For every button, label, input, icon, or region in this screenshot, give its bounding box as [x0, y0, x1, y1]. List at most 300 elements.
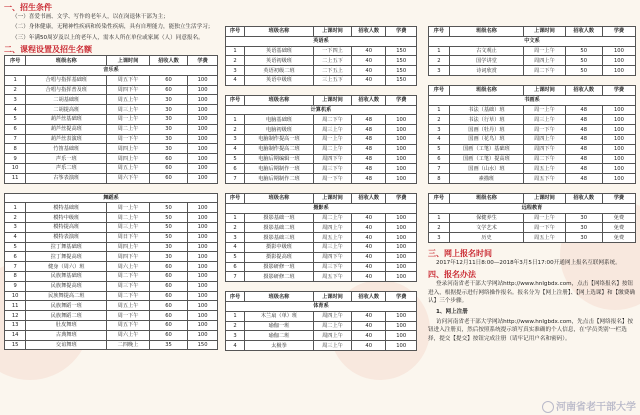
cell-time: 周四上午: [313, 223, 351, 233]
cell-index: 8: [5, 271, 26, 281]
cell-enroll: 40: [352, 262, 386, 272]
table-row: [226, 46, 417, 56]
cell-enroll: 50: [149, 213, 187, 223]
cell-index: 3: [226, 134, 245, 144]
column-left: [4, 0, 218, 350]
cell-class: 保健养生: [449, 213, 524, 223]
table-row: [5, 105, 218, 115]
cell-fee: 100: [188, 163, 218, 173]
cell-enroll: 40: [352, 311, 386, 321]
header-fee: 学费: [386, 27, 417, 37]
cell-time: 周六上午: [107, 330, 150, 340]
table-row: [226, 341, 417, 351]
register-paragraph: 访问河南省老干部大学网站http://www.hnlgbdx.com，先点击【网络报名】按钮进入注册页，然后按照系统提示填写真实准确的个人信息，在'学员类别'一栏选择，提交【提交】按钮完成注册（请牢记用户名和密码）。: [428, 318, 634, 342]
cell-class: 电脑后期制作一班: [245, 164, 314, 174]
category-row: [5, 66, 218, 76]
header-fee: 学费: [602, 193, 635, 203]
cell-time: 周四下午: [313, 154, 351, 164]
header-class: 班级名称: [245, 95, 314, 105]
cell-time: 周四上午: [107, 154, 150, 164]
section-title-admission: 一、招生条件: [4, 3, 52, 12]
header-class: 班级名称: [449, 193, 524, 203]
cell-time: 周四下午: [107, 85, 150, 95]
cell-class: 摄影基础三班: [245, 233, 314, 243]
cell-class: 竹笛基础班: [26, 144, 107, 154]
cell-fee: 150: [386, 66, 417, 76]
cell-enroll: 30: [565, 233, 602, 243]
cell-fee: 免费: [602, 233, 635, 243]
table-row: [5, 144, 218, 154]
cell-time: 周五下午: [107, 320, 150, 330]
cell-time: 周一下午: [524, 125, 565, 135]
cell-enroll: 48: [565, 105, 602, 115]
english-table: [225, 26, 417, 86]
cell-time: 二四晚上: [107, 340, 150, 350]
cell-class: 模特提高班: [26, 222, 107, 232]
cell-class: 电脑后期编辑一班: [245, 154, 314, 164]
cell-fee: 100: [188, 311, 218, 321]
cell-enroll: 60: [149, 291, 187, 301]
cell-fee: 100: [188, 154, 218, 164]
cell-fee: 100: [602, 56, 635, 66]
health-table: [428, 193, 636, 243]
method-paragraph: 登录河南省老干部大学网站http://www.hnlgbdx.com，点击【网络报名】按钮进入，根据提示进行网络操作报名。报名分为【网上注册】、【网上选课】和【缴费确认】三个步骤。: [428, 281, 635, 305]
cell-fee: 100: [386, 144, 417, 154]
cell-class: 葫芦丝表演班: [26, 134, 107, 144]
cell-time: 周二上午: [313, 321, 351, 331]
header-class: 班级名称: [26, 56, 107, 66]
cell-time: 周四下午: [107, 252, 150, 262]
cell-class: 古文观止: [449, 46, 524, 56]
cell-index: 4: [5, 105, 26, 115]
table-row: [226, 115, 417, 125]
category-art: 书画系: [429, 95, 636, 105]
cell-time: 周五上午: [107, 163, 150, 173]
cell-time: 周四上午: [107, 144, 150, 154]
cell-class: 太极拳: [245, 341, 314, 351]
table-row: [226, 213, 417, 223]
category-english: 英语系: [226, 36, 417, 46]
cell-enroll: 48: [565, 115, 602, 125]
cell-index: 4: [429, 134, 450, 144]
cell-fee: 100: [386, 115, 417, 125]
cell-index: 5: [226, 154, 245, 164]
table-row: [226, 164, 417, 174]
cell-index: 2: [429, 115, 450, 125]
table-header-row: [226, 27, 417, 37]
cell-time: 周三下午: [107, 281, 150, 291]
table-row: [5, 203, 218, 213]
school-logo: [542, 398, 636, 413]
table-header-row: [5, 56, 218, 66]
cell-enroll: 30: [565, 213, 602, 223]
cell-enroll: 40: [352, 272, 386, 282]
cell-fee: 100: [188, 173, 218, 183]
table-row: [5, 291, 218, 301]
cell-class: 电脑后期制作二班: [245, 174, 314, 184]
cell-index: 9: [5, 281, 26, 291]
cell-time: 三上五下: [313, 75, 351, 85]
cell-class: 健身（周六）班: [26, 262, 107, 272]
cell-enroll: 50: [149, 222, 187, 232]
cell-class: 古典舞班: [26, 330, 107, 340]
cell-enroll: 48: [565, 134, 602, 144]
cell-enroll: 30: [149, 134, 187, 144]
cell-class: 诗词欣赏: [449, 66, 524, 76]
table-row: [226, 252, 417, 262]
cell-fee: 100: [188, 95, 218, 105]
table-row: [226, 272, 417, 282]
cell-fee: 100: [188, 105, 218, 115]
cell-time: 周二上午: [107, 213, 150, 223]
cell-index: 10: [5, 163, 26, 173]
table-row: [5, 301, 218, 311]
header-index: 序号: [429, 27, 450, 37]
cell-class: 电脑初级班: [245, 125, 314, 135]
cell-enroll: 60: [149, 75, 187, 85]
cell-index: 2: [226, 125, 245, 135]
cell-enroll: 48: [352, 164, 386, 174]
cell-time: 周一上午: [107, 203, 150, 213]
cell-class: 英语基础班: [245, 46, 314, 56]
cell-index: 4: [226, 341, 245, 351]
sport-table: [225, 291, 417, 351]
logo-icon: [542, 401, 554, 413]
cell-enroll: 60: [149, 301, 187, 311]
cell-time: 周六下午: [107, 173, 150, 183]
cell-index: 3: [226, 233, 245, 243]
cell-fee: 100: [602, 115, 635, 125]
cell-class: 民族舞提高二班: [26, 291, 107, 301]
cell-time: 周二上午: [313, 213, 351, 223]
music-table: [4, 55, 218, 183]
cell-time: 周一下午: [524, 223, 565, 233]
cell-enroll: 30: [149, 124, 187, 134]
cell-index: 5: [226, 252, 245, 262]
cell-time: 周三下午: [313, 262, 351, 272]
cell-fee: 100: [602, 105, 635, 115]
header-time: 上课时间: [313, 292, 351, 302]
cell-time: 周五下午: [524, 174, 565, 184]
cell-class: 国画（花鸟）班: [449, 134, 524, 144]
table-row: [5, 262, 218, 272]
table-row: [5, 134, 218, 144]
cell-time: 周三上午: [313, 341, 351, 351]
table-row: [5, 281, 218, 291]
cell-class: 电脑制作提高一班: [245, 134, 314, 144]
cell-class: 书法（行草）班: [449, 115, 524, 125]
cell-enroll: 40: [352, 233, 386, 243]
table-row: [5, 85, 218, 95]
header-index: 序号: [429, 85, 450, 95]
cell-time: 周五上午: [313, 233, 351, 243]
cell-fee: 100: [188, 262, 218, 272]
cell-fee: 100: [386, 174, 417, 184]
table-row: [226, 262, 417, 272]
cell-index: 1: [226, 213, 245, 223]
table-row: [429, 105, 636, 115]
header-class: 班级名称: [245, 292, 314, 302]
cell-time: 周五上午: [107, 301, 150, 311]
cell-time: 周一下午: [107, 311, 150, 321]
header-enroll: 招收人数: [352, 95, 386, 105]
cell-enroll: 48: [352, 125, 386, 135]
table-row: [5, 222, 218, 232]
table-row: [429, 223, 636, 233]
cell-class: 国画（山水）班: [449, 164, 524, 174]
table-row: [5, 242, 218, 252]
cell-index: 2: [226, 223, 245, 233]
cell-class: 摄影中级班: [245, 242, 314, 252]
cell-index: 9: [5, 154, 26, 164]
cell-class: 文学艺术: [449, 223, 524, 233]
cell-index: 8: [429, 174, 450, 184]
cell-time: 周三下午: [313, 164, 351, 174]
table-header-row: [226, 193, 417, 203]
cell-enroll: 48: [565, 174, 602, 184]
cell-class: 拉丁舞提高班: [26, 252, 107, 262]
cell-time: 周三上午: [107, 222, 150, 232]
cell-fee: 150: [386, 75, 417, 85]
cell-class: 民族舞蹈一班: [26, 301, 107, 311]
cell-index: 6: [226, 262, 245, 272]
cell-class: 摄影提高班: [245, 252, 314, 262]
cell-fee: 100: [386, 134, 417, 144]
cell-class: 民族舞蹈二班: [26, 311, 107, 321]
cell-class: 葫芦丝提高班: [26, 124, 107, 134]
cell-time: 二下五上: [313, 66, 351, 76]
cell-time: 二上五下: [313, 56, 351, 66]
header-time: 上课时间: [313, 193, 351, 203]
table-row: [5, 124, 218, 134]
cell-index: 6: [5, 124, 26, 134]
cell-enroll: 30: [149, 105, 187, 115]
cell-time: 周三上午: [313, 242, 351, 252]
cell-index: 1: [429, 105, 450, 115]
cell-index: 1: [429, 213, 450, 223]
cell-enroll: 48: [352, 174, 386, 184]
cell-class: 英语初级班: [245, 56, 314, 66]
cell-enroll: 60: [149, 173, 187, 183]
table-row: [429, 144, 636, 154]
cell-fee: 100: [188, 330, 218, 340]
cell-time: 周二下午: [313, 115, 351, 125]
cell-enroll: 60: [149, 281, 187, 291]
category-health: 远程教育: [429, 203, 636, 213]
category-row: [226, 105, 417, 115]
table-row: [429, 233, 636, 243]
table-row: [429, 134, 636, 144]
cell-enroll: 50: [565, 56, 602, 66]
cell-class: 二胡提高班: [26, 105, 107, 115]
cell-fee: 100: [188, 144, 218, 154]
cell-fee: 100: [602, 46, 635, 56]
table-row: [5, 271, 218, 281]
cell-index: 3: [226, 331, 245, 341]
cell-fee: 100: [386, 272, 417, 282]
header-index: 序号: [5, 56, 26, 66]
cell-time: 周三上午: [107, 105, 150, 115]
cell-index: 3: [5, 222, 26, 232]
table-row: [226, 56, 417, 66]
cell-time: 周四上午: [313, 311, 351, 321]
header-enroll: 招收人数: [352, 27, 386, 37]
header-index: 序号: [429, 193, 450, 203]
table-header-row: [226, 95, 417, 105]
cell-time: 周五下午: [313, 272, 351, 282]
cell-index: 1: [226, 46, 245, 56]
header-fee: 学费: [386, 95, 417, 105]
header-fee: 学费: [602, 27, 635, 37]
cell-class: 木兰扇（单）班: [245, 311, 314, 321]
category-row: [5, 193, 218, 203]
header-enroll: 招收人数: [565, 193, 602, 203]
table-row: [226, 321, 417, 331]
cell-time: 周四上午: [524, 56, 565, 66]
cell-index: 2: [5, 213, 26, 223]
category-row: [429, 95, 636, 105]
table-row: [226, 134, 417, 144]
cell-fee: 100: [602, 164, 635, 174]
header-enroll: 招收人数: [565, 27, 602, 37]
cell-fee: 100: [386, 242, 417, 252]
cell-enroll: 40: [352, 56, 386, 66]
cell-class: 民族舞基础班: [26, 271, 107, 281]
section-title-courses: 二、课程设置及招生名额: [4, 45, 92, 55]
cell-index: 3: [429, 66, 450, 76]
header-enroll: 招收人数: [149, 56, 187, 66]
cell-enroll: 50: [565, 46, 602, 56]
cell-index: 11: [5, 301, 26, 311]
cell-index: 7: [429, 164, 450, 174]
cell-enroll: 40: [352, 223, 386, 233]
cell-fee: 100: [602, 125, 635, 135]
cell-fee: 100: [188, 115, 218, 125]
cell-enroll: 30: [149, 115, 187, 125]
cell-index: 4: [226, 144, 245, 154]
cell-enroll: 48: [565, 125, 602, 135]
cell-time: 周一上午: [313, 134, 351, 144]
category-row: [429, 203, 636, 213]
cell-class: 模特中级班: [26, 213, 107, 223]
cell-enroll: 48: [565, 164, 602, 174]
cell-time: 周日下午: [107, 232, 150, 242]
cell-class: 国画（牡丹）班: [449, 125, 524, 135]
header-index: 序号: [226, 193, 245, 203]
header-time: 上课时间: [524, 193, 565, 203]
table-row: [5, 232, 218, 242]
table-row: [226, 331, 417, 341]
category-dance: 舞蹈系: [5, 193, 218, 203]
category-sport: 体育系: [226, 301, 417, 311]
cell-time: 周五上午: [524, 164, 565, 174]
admission-paragraph-2: （二）身体健康，无精神性疾病和传染性疾病，具有自理能力，能独立生活学习；: [12, 24, 214, 31]
header-index: 序号: [226, 95, 245, 105]
cell-time: 周二下午: [107, 271, 150, 281]
cell-enroll: 40: [352, 242, 386, 252]
table-row: [429, 56, 636, 66]
cell-index: 5: [5, 242, 26, 252]
cell-class: 葫芦丝基础班: [26, 115, 107, 125]
table-row: [429, 66, 636, 76]
cell-fee: 100: [188, 124, 218, 134]
table-row: [226, 66, 417, 76]
header-enroll: 招收人数: [565, 85, 602, 95]
cell-enroll: 60: [149, 262, 187, 272]
art-table: [428, 85, 636, 184]
header-index: 序号: [226, 27, 245, 37]
cell-enroll: 60: [149, 311, 187, 321]
cell-time: 周四上午: [313, 331, 351, 341]
cell-class: 拉丁舞基础班: [26, 242, 107, 252]
cell-fee: 100: [188, 232, 218, 242]
cell-enroll: 48: [352, 115, 386, 125]
cell-fee: 100: [386, 252, 417, 262]
category-row: [429, 36, 636, 46]
table-row: [5, 95, 218, 105]
table-row: [429, 154, 636, 164]
cell-time: 周四下午: [524, 144, 565, 154]
table-header-row: [429, 193, 636, 203]
cell-time: 周六上午: [107, 262, 150, 272]
table-row: [429, 164, 636, 174]
cell-enroll: 50: [149, 203, 187, 213]
table-row: [226, 75, 417, 85]
cell-fee: 150: [386, 56, 417, 66]
cell-class: 古筝表演班: [26, 173, 107, 183]
admission-paragraph-3: （三）年满50周岁及以上的老年人，需本人所在单位或家属（人）同意报名。: [12, 34, 204, 41]
cell-fee: 100: [188, 203, 218, 213]
cell-time: 周一下午: [107, 134, 150, 144]
cell-index: 13: [5, 320, 26, 330]
cell-class: 素描班: [449, 174, 524, 184]
cell-enroll: 30: [565, 223, 602, 233]
cell-class: 英语初级二班: [245, 66, 314, 76]
cell-enroll: 60: [149, 154, 187, 164]
header-fee: 学费: [188, 56, 218, 66]
cell-index: 8: [5, 144, 26, 154]
cell-index: 14: [5, 330, 26, 340]
cell-index: 12: [5, 311, 26, 321]
cell-class: 模特表演班: [26, 232, 107, 242]
cell-fee: 100: [602, 154, 635, 164]
cell-enroll: 30: [149, 144, 187, 154]
cell-index: 1: [226, 115, 245, 125]
category-chinese: 中文系: [429, 36, 636, 46]
cell-time: 周四上午: [524, 134, 565, 144]
cell-index: 4: [5, 232, 26, 242]
cell-class: 国学讲堂: [449, 56, 524, 66]
cell-fee: 100: [386, 125, 417, 135]
table-header-row: [429, 85, 636, 95]
cell-class: 国画（工笔）基础班: [449, 144, 524, 154]
chinese-table: [428, 26, 636, 76]
column-middle: [225, 26, 417, 351]
online-time-paragraph: 2017年12月11日8:00—2018年3月5日17:00开通网上报名互联网系统。: [436, 259, 621, 266]
category-photo: 摄影系: [226, 203, 417, 213]
cell-class: 历史: [449, 233, 524, 243]
cell-index: 7: [5, 262, 26, 272]
cell-index: 6: [429, 154, 450, 164]
cell-index: 3: [429, 233, 450, 243]
cell-time: 周二下午: [524, 154, 565, 164]
category-row: [226, 203, 417, 213]
category-music: 音乐系: [5, 66, 218, 76]
table-row: [429, 174, 636, 184]
cell-index: 6: [5, 252, 26, 262]
cell-index: 5: [5, 115, 26, 125]
cell-enroll: 48: [565, 144, 602, 154]
